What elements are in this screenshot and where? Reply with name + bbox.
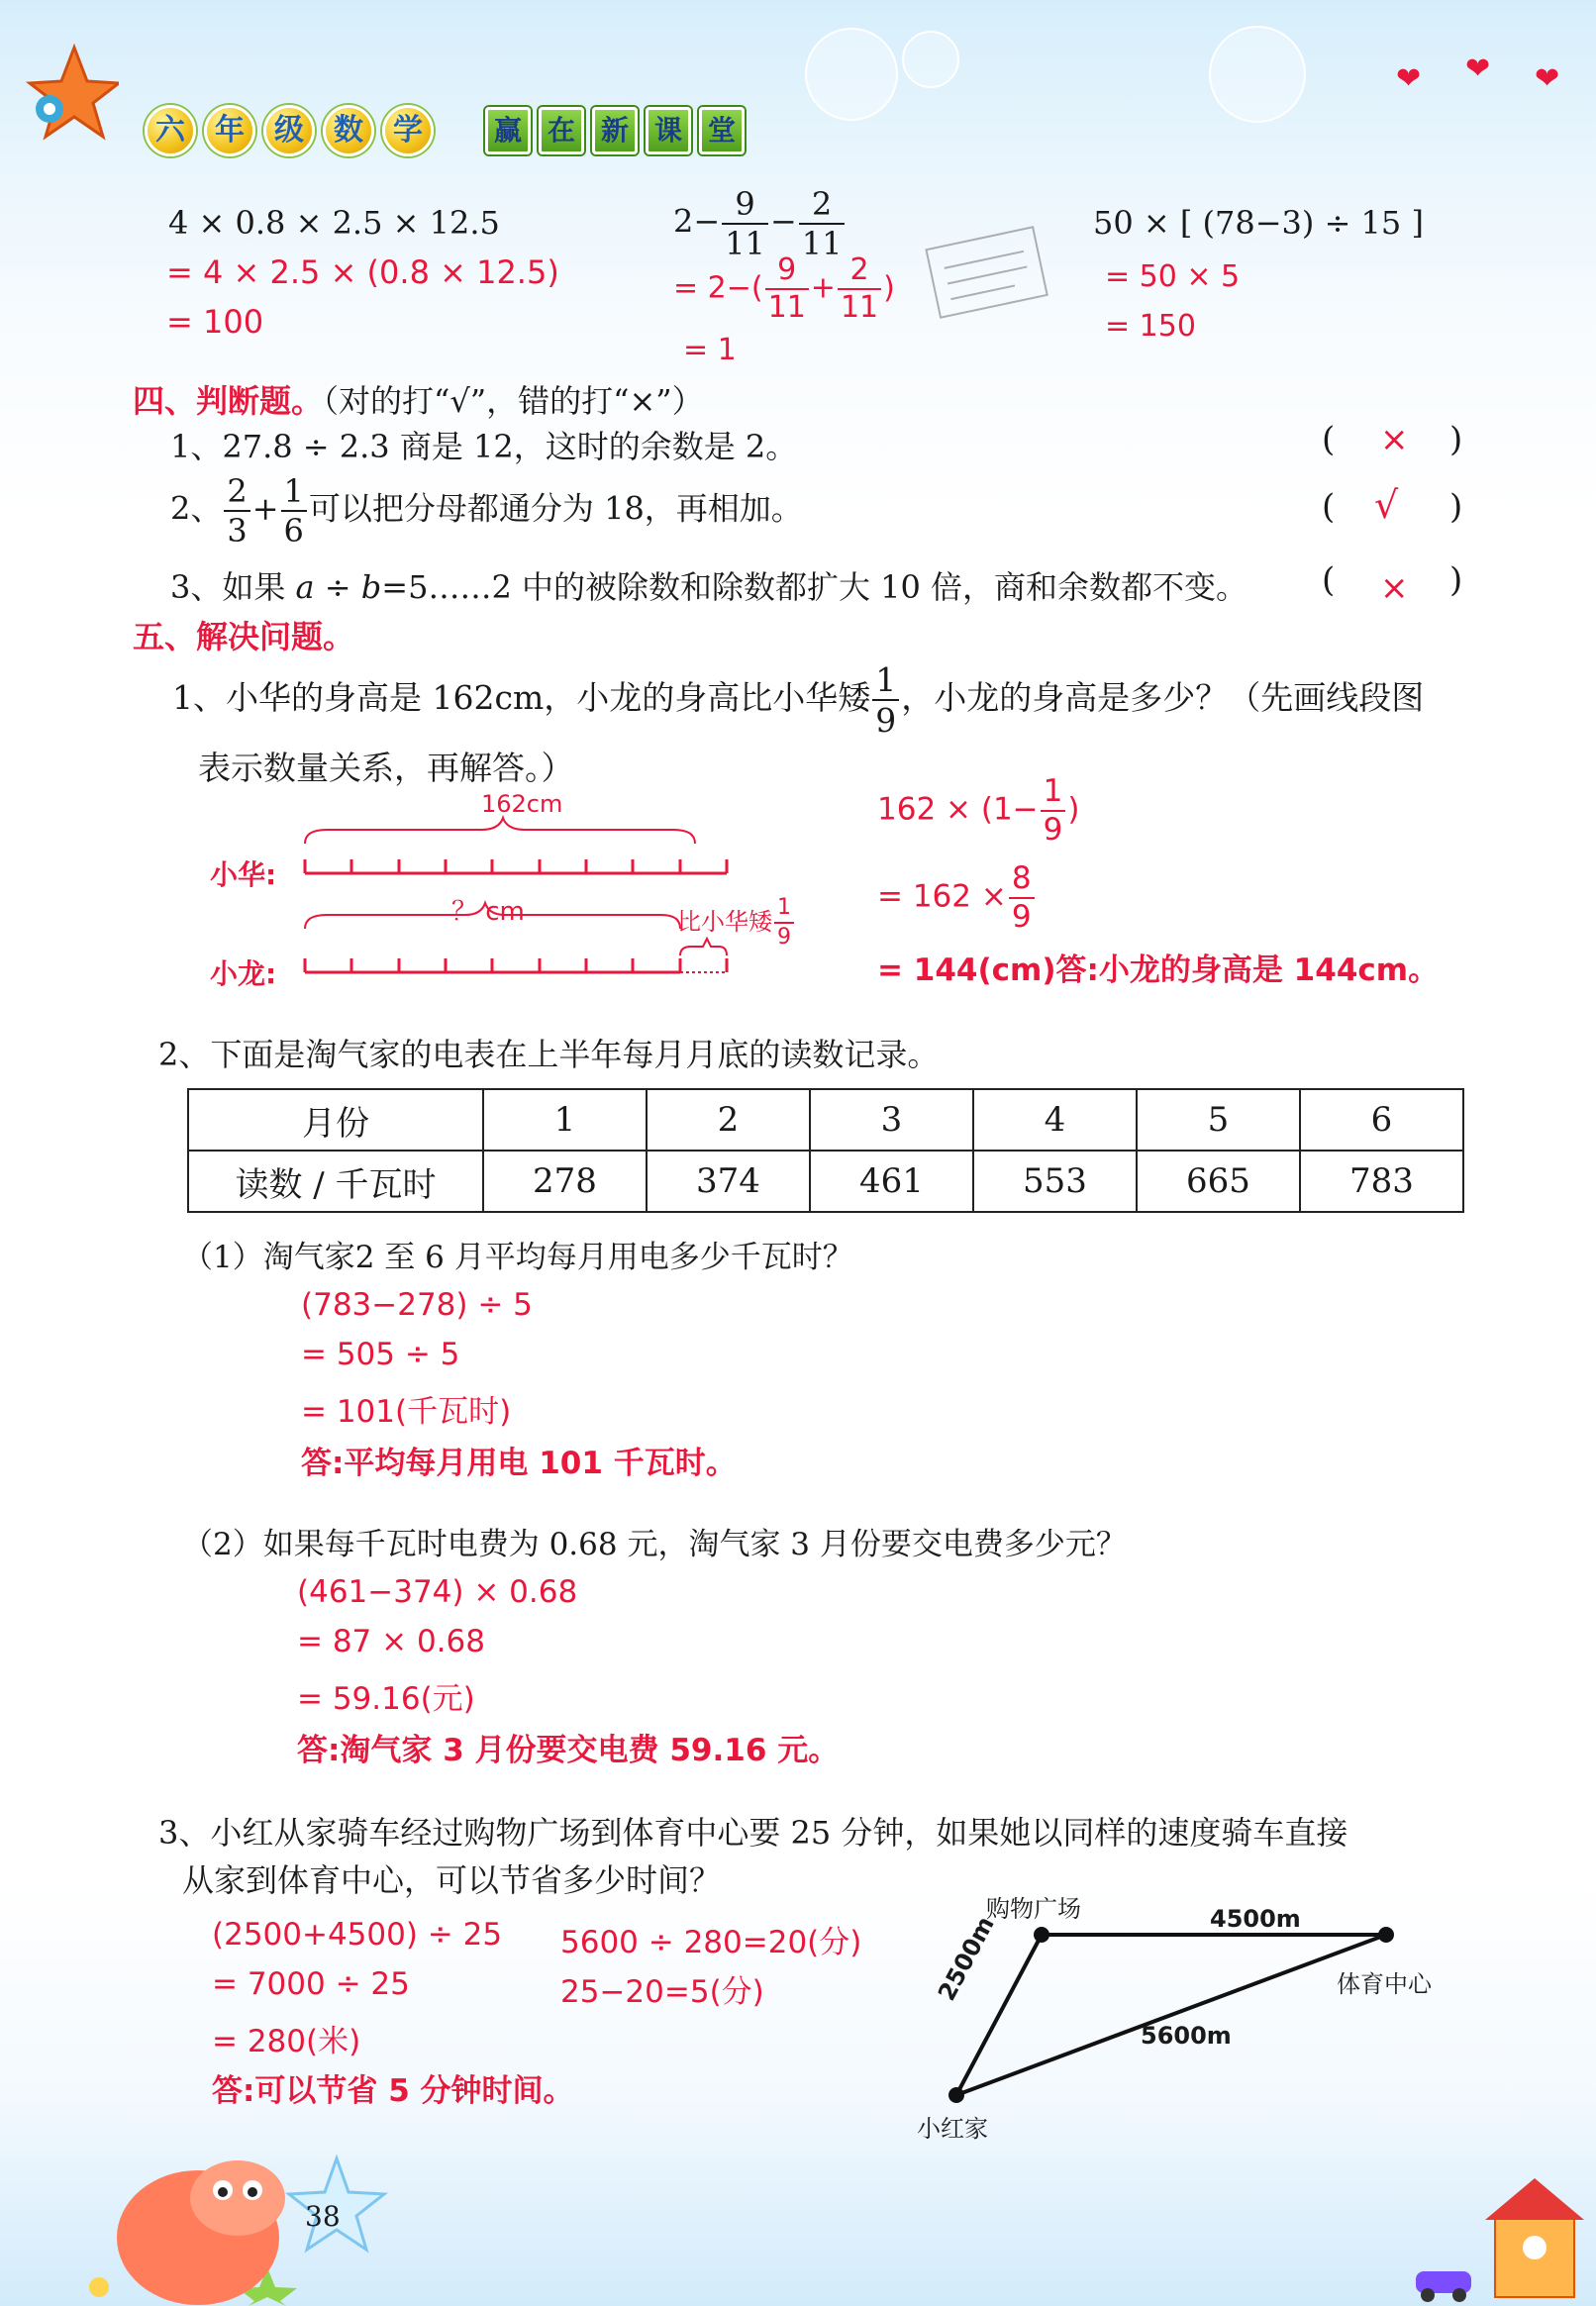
map-label-home: 小红家 — [917, 2115, 988, 2143]
diagram-label: 小华: — [210, 858, 277, 891]
table-header-cell: 读数 / 千瓦时 — [188, 1151, 483, 1212]
question-part: ÷ — [314, 568, 361, 606]
expr-part: 162 × (1− — [877, 791, 1039, 828]
text-part: 比小华矮 — [677, 908, 772, 936]
open-paren: ( — [1322, 487, 1336, 527]
solution-answer: 答:淘气家 3 月份要交电费 59.16 元。 — [297, 1733, 840, 1768]
distance-label: 5600m — [1141, 2022, 1232, 2050]
table-cell: 783 — [1300, 1151, 1463, 1212]
calc-step: = 100 — [166, 303, 264, 341]
subtitle-char: 新 — [592, 107, 638, 154]
numerator: 1 — [1041, 776, 1066, 812]
sub-question: （2）如果每千瓦时电费为 0.68 元，淘气家 3 月份要交电费多少元？ — [182, 1527, 1127, 1562]
solution-step — [877, 773, 1080, 848]
judge-question — [170, 562, 1247, 608]
problem-text: 表示数量关系，再解答。） — [198, 749, 574, 787]
denominator: 9 — [875, 701, 897, 740]
problem-text — [172, 660, 1425, 740]
judge-answer: √ — [1374, 483, 1399, 527]
title-char: 学 — [382, 105, 434, 156]
question-part: =5……2 中的被除数和除数都扩大 10 倍，商和余数都不变。 — [381, 568, 1248, 606]
solution-step: 25−20=5(分) — [560, 1974, 764, 2010]
solution-answer: = 144(cm)答:小龙的身高是 144cm。 — [877, 952, 1440, 988]
expr-part: ) — [883, 270, 895, 306]
star-mascot-icon — [20, 40, 119, 149]
expr-part: ) — [1067, 791, 1080, 828]
solution-step: (461−374) × 0.68 — [297, 1574, 578, 1610]
open-paren: ( — [1322, 560, 1336, 600]
fraction — [799, 185, 846, 262]
mascot-icon — [79, 2129, 406, 2306]
fraction — [765, 252, 809, 325]
calc-step: = 150 — [1105, 309, 1196, 344]
map-label-sport: 体育中心 — [1337, 1970, 1432, 1998]
variable: a — [295, 568, 315, 606]
expr-part: = 2−( — [673, 270, 763, 306]
calc-step — [673, 252, 895, 325]
judge-question: 1、27.8 ÷ 2.3 商是 12，这时的余数是 2。 — [170, 428, 798, 465]
solution-step: = 59.16(元) — [297, 1681, 475, 1717]
fraction — [774, 897, 794, 949]
table-row — [188, 1151, 1463, 1212]
map-label-shop: 购物广场 — [986, 1895, 1081, 1923]
house-icon — [1396, 2168, 1594, 2303]
denominator: 3 — [227, 512, 248, 550]
calc-question — [673, 185, 847, 262]
expr-part: 2− — [673, 202, 721, 241]
solution-step: = 101(千瓦时) — [301, 1394, 512, 1430]
numerator: 1 — [872, 663, 899, 701]
problem-text: 2、下面是淘气家的电表在上半年每月月底的读数记录。 — [158, 1036, 940, 1073]
solution-step: = 87 × 0.68 — [297, 1624, 485, 1659]
solution-step: = 7000 ÷ 25 — [212, 1966, 410, 2002]
calc-step: = 4 × 2.5 × (0.8 × 12.5) — [166, 253, 559, 291]
denominator: 9 — [777, 925, 791, 950]
solution-step: = 280(米) — [212, 2024, 361, 2059]
table-cell: 4 — [973, 1089, 1137, 1151]
solution-answer: 答:平均每月用电 101 千瓦时。 — [301, 1446, 737, 1481]
close-paren: ) — [1449, 487, 1463, 527]
denominator: 11 — [801, 225, 843, 262]
denominator: 11 — [725, 225, 765, 262]
text-part: ，小龙的身高是多少？（先画线段图 — [901, 678, 1425, 717]
solution-answer: 答:可以节省 5 分钟时间。 — [212, 2073, 574, 2109]
table-cell: 3 — [810, 1089, 973, 1151]
question-part: 可以把分母都通分为 18，再相加。 — [308, 489, 803, 528]
section-note: （对的打“√”，错的打“×”） — [323, 382, 704, 420]
table-cell: 1 — [483, 1089, 647, 1151]
distance-label: 2500m — [933, 1911, 1000, 2006]
meter-table — [187, 1088, 1464, 1213]
question-part: 3、如果 — [170, 568, 296, 606]
subtitle-char: 堂 — [699, 107, 745, 154]
denominator: 9 — [1043, 812, 1063, 848]
bubble-icon — [792, 20, 970, 139]
fraction — [872, 660, 899, 740]
stamp-icon — [913, 220, 1061, 329]
table-cell: 6 — [1300, 1089, 1463, 1151]
heart-icon: ❤ — [1396, 61, 1422, 96]
heart-icon: ❤ — [1535, 61, 1560, 96]
judge-question — [170, 472, 803, 550]
close-paren: ) — [1449, 560, 1463, 600]
title-char: 年 — [204, 105, 255, 156]
section-heading: 四、判断题。 — [133, 382, 324, 420]
diagram-label: 小龙: — [210, 957, 277, 990]
numerator: 9 — [765, 255, 809, 290]
subtitle-char: 赢 — [485, 107, 531, 154]
sub-question: （1）淘气家2 至 6 月平均每月用电多少千瓦时？ — [182, 1240, 853, 1275]
table-row — [188, 1089, 1463, 1151]
close-paren: ) — [1449, 420, 1463, 459]
table-cell: 278 — [483, 1151, 647, 1212]
expr-part: = 162 × — [877, 878, 1007, 915]
calc-question: 50 × [ (78−3) ÷ 15 ] — [1093, 204, 1424, 242]
expr-part: − — [769, 202, 797, 241]
denominator: 6 — [283, 512, 304, 550]
denominator: 11 — [840, 290, 879, 325]
section-title — [133, 376, 704, 422]
numerator: 8 — [1009, 863, 1035, 899]
numerator: 1 — [774, 897, 794, 924]
solution-step: 5600 ÷ 280=20(分) — [560, 1925, 862, 1960]
table-header-cell: 月份 — [188, 1089, 483, 1151]
table-cell: 5 — [1137, 1089, 1300, 1151]
solution-step: = 505 ÷ 5 — [301, 1337, 460, 1372]
section-title: 五、解决问题。 — [133, 618, 355, 655]
diagram-label: ？ cm — [451, 897, 525, 927]
judge-answer: × — [1380, 568, 1409, 608]
bubble-icon — [1188, 20, 1327, 129]
solution-step: (783−278) ÷ 5 — [301, 1287, 533, 1323]
solution-step: (2500+4500) ÷ 25 — [212, 1917, 503, 1953]
numerator: 2 — [224, 475, 249, 512]
problem-text: 3、小红从家骑车经过购物广场到体育中心要 25 分钟，如果她以同样的速度骑车直接 — [158, 1814, 1348, 1852]
subtitle-char: 在 — [539, 107, 584, 154]
title-char: 数 — [323, 105, 374, 156]
numerator: 2 — [799, 188, 846, 225]
title-char: 六 — [145, 105, 196, 156]
expr-part: + — [810, 270, 836, 306]
denominator: 11 — [767, 290, 806, 325]
calc-step: = 1 — [683, 333, 737, 367]
diagram-label: 162cm — [481, 790, 563, 818]
fraction — [1009, 860, 1035, 935]
table-cell: 461 — [810, 1151, 973, 1212]
text-part: 1、小华的身高是 162cm，小龙的身高比小华矮 — [172, 678, 871, 717]
numerator: 2 — [838, 255, 881, 290]
title-char: 级 — [263, 105, 315, 156]
distance-label: 4500m — [1210, 1905, 1301, 1933]
problem-text: 从家到体育中心，可以节省多少时间？ — [182, 1861, 722, 1899]
fraction — [722, 185, 768, 262]
judge-answer: × — [1380, 420, 1409, 459]
subtitle-char: 课 — [646, 107, 691, 154]
numerator: 1 — [281, 475, 307, 512]
solution-step — [877, 860, 1037, 935]
page-number: 38 — [305, 2200, 341, 2233]
table-cell: 374 — [647, 1151, 810, 1212]
denominator: 9 — [1011, 899, 1032, 935]
question-part: + — [251, 489, 279, 528]
variable: b — [360, 568, 382, 606]
route-triangle — [931, 1901, 1426, 2119]
table-cell: 2 — [647, 1089, 810, 1151]
open-paren: ( — [1322, 420, 1336, 459]
fraction — [281, 472, 307, 550]
fraction — [1041, 773, 1066, 848]
fraction — [224, 472, 249, 550]
question-part: 2、 — [170, 489, 223, 528]
table-cell: 665 — [1137, 1151, 1300, 1212]
numerator: 9 — [722, 188, 768, 225]
segment-lines — [287, 812, 743, 990]
calc-question: 4 × 0.8 × 2.5 × 12.5 — [168, 204, 500, 242]
fraction — [838, 252, 881, 325]
table-cell: 553 — [973, 1151, 1137, 1212]
calc-step: = 50 × 5 — [1105, 259, 1241, 294]
heart-icon: ❤ — [1465, 51, 1491, 86]
